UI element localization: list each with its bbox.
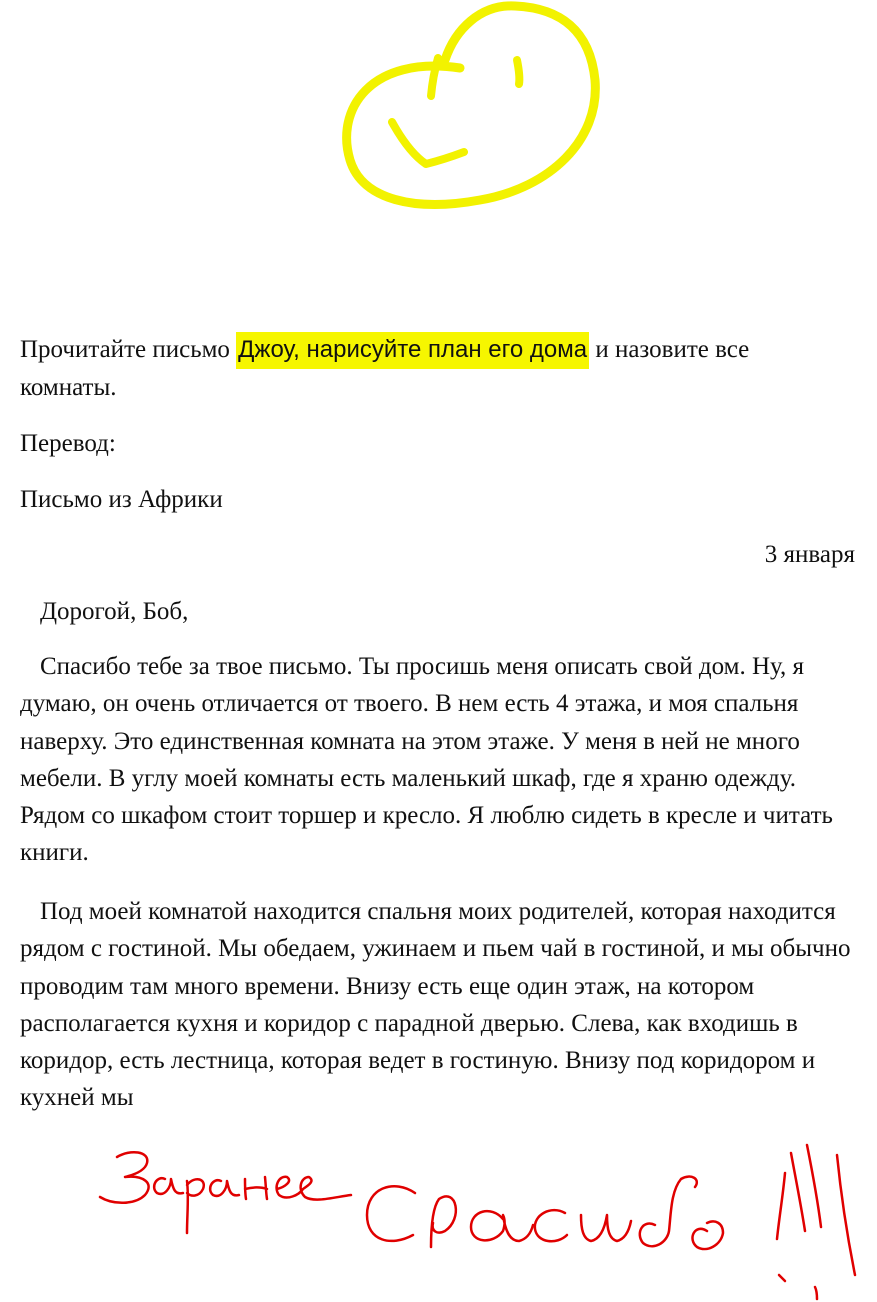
instruction-line-1 [20,334,749,366]
instruction-line-2: комнаты. [20,374,117,401]
letter-paragraph-2: Под моей комнатой находится спальня моих родителей, которая находится рядом с гостиной. Мы обедаем, ужинаем и пьем чай в гостиной, и мы обычно проводим там много времени. Внизу есть еще один этаж, на котором располагается кухня и коридор с парадной дверью. Слева, как входишь в коридор, есть лестница, которая ведет в гостиную. Внизу под коридором и кухней мы [20,898,851,1112]
handwritten-thanks [95,1135,877,1302]
translation-label: Перевод: [20,430,116,457]
letter-date: 3 января [764,541,855,568]
instruction-after: и назовите все [589,336,750,363]
instruction-before: Прочитайте письмо [20,336,237,363]
letter-paragraph-1: Спасибо тебе за твое письмо. Ты просишь меня описать свой дом. Ну, я думаю, он очень отличается от твоего. В нем есть 4 этажа, и моя спальня наверху. Это единственная комната на этом этаже. У меня в ней не много мебели. В углу моей комнаты есть маленький шкаф, где я храню одежду. Рядом со шкафом стоит торшер и кресло. Я люблю сидеть в кресле и читать книги. [20,653,833,867]
instruction-highlight: Джоу, нарисуйте план его дома [236,332,589,369]
letter-greeting: Дорогой, Боб, [40,598,189,625]
smiley-drawing-icon [330,0,610,215]
letter-title: Письмо из Африки [20,486,223,513]
